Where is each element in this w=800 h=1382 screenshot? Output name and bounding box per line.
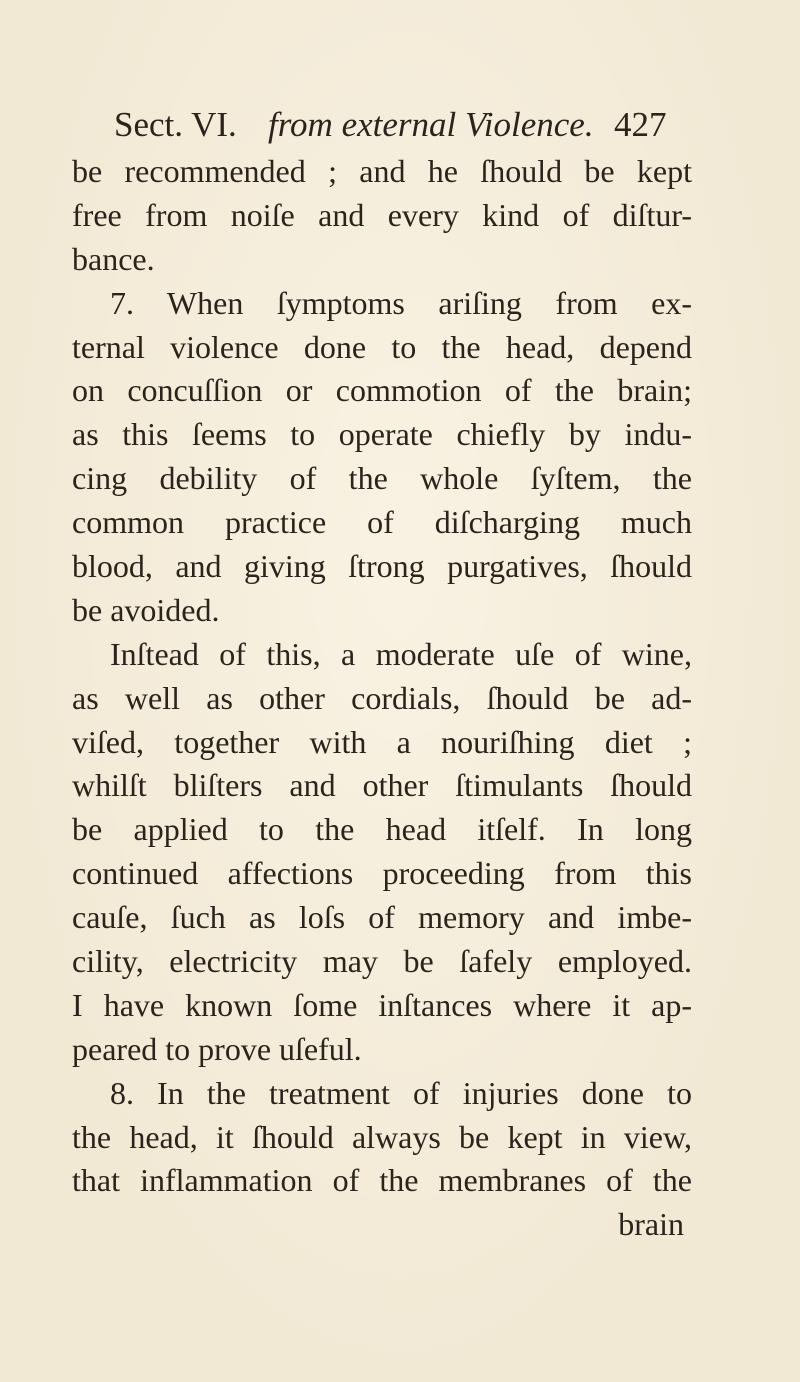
text-line: I have known ſome inſtances where it ap- — [72, 986, 692, 1023]
text-line: viſed, together with a nouriſhing diet ; — [72, 723, 692, 760]
text-line: blood, and giving ſtrong purgatives, ſhould — [72, 548, 692, 585]
text-line: 7. When ſymptoms ariſing from ex- — [110, 284, 692, 321]
text-line: peared to prove uſeful. — [72, 1030, 362, 1067]
text-line: Inſtead of this, a moderate uſe of wine, — [110, 635, 692, 672]
text-line: free from noiſe and every kind of diſtur- — [72, 196, 692, 233]
running-title: from external Violence. — [268, 105, 594, 144]
text-line: cauſe, ſuch as loſs of memory and imbe- — [72, 899, 692, 936]
text-line: 8. In the treatment of injuries done to — [110, 1074, 692, 1111]
text-line: as well as other cordials, ſhould be ad- — [72, 679, 692, 716]
text-line: as this ſeems to operate chiefly by indu- — [72, 416, 692, 453]
text-line: be recommended ; and he ſhould be kept — [72, 153, 692, 189]
text-line: ternal violence done to the head, depend — [72, 328, 692, 365]
text-line: be avoided. — [72, 591, 220, 628]
text-line: bance. — [72, 240, 155, 277]
text-line: cing debility of the whole ſyſtem, the — [72, 460, 692, 497]
page-number: 427 — [614, 105, 667, 144]
text-line: on concuſſion or commotion of the brain; — [72, 372, 692, 409]
catchword: brain — [618, 1206, 684, 1243]
text-line: that inflammation of the membranes of the — [72, 1162, 692, 1199]
running-header — [114, 100, 714, 150]
text-line: cility, electricity may be ſafely employed. — [72, 943, 692, 980]
text-line: be applied to the head itſelf. In long — [72, 811, 692, 848]
text-line: the head, it ſhould always be kept in view, — [72, 1118, 692, 1155]
text-line: continued affections proceeding from this — [72, 855, 692, 892]
body-text — [72, 150, 692, 1247]
text-line: common practice of diſcharging much — [72, 504, 692, 541]
text-line: whilſt bliſters and other ſtimulants ſhould — [72, 767, 692, 804]
section-label: Sect. VI. — [114, 105, 237, 144]
